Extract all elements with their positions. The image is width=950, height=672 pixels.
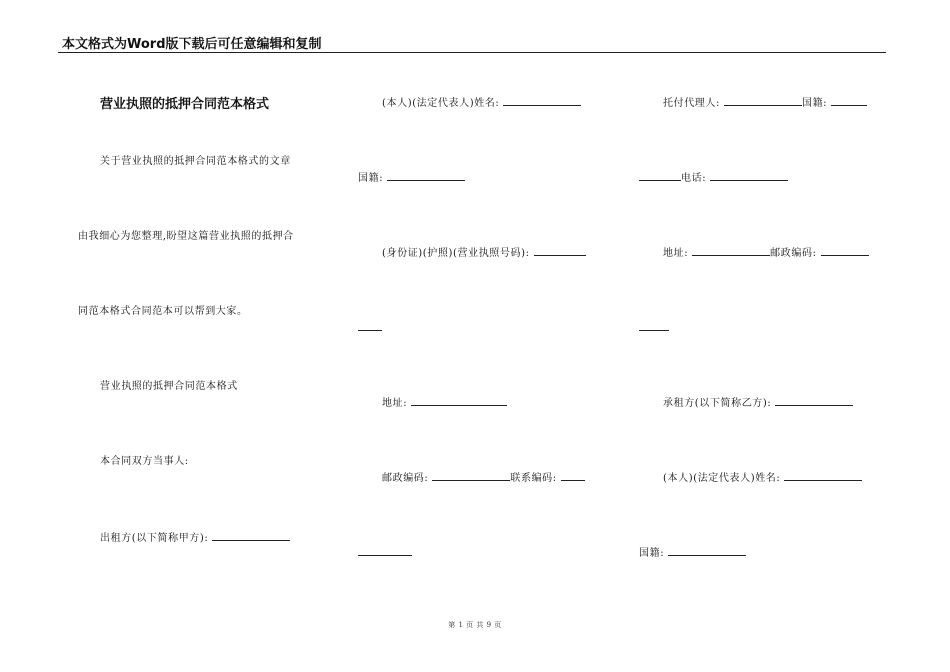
col3-lessee-name-line — [663, 470, 862, 486]
col2-postal-line — [382, 470, 585, 486]
col3-lessee-name-blank — [784, 470, 862, 481]
col3-agent-label: 托付代理人: — [663, 98, 720, 109]
col2-id-blank-continued — [358, 320, 382, 331]
col3-agent-blank — [724, 95, 802, 106]
col2-name-label: (本人)(法定代表人)姓名: — [382, 98, 500, 109]
col3-agent-nationality-blank — [831, 95, 867, 106]
col3-agent-nationality-label: 国籍: — [801, 98, 828, 109]
col3-phone-blank — [710, 170, 788, 181]
col3-postal-continuation — [639, 320, 669, 336]
col3-lessee-nationality-line — [639, 545, 746, 561]
header-divider — [58, 52, 886, 53]
col2-name-blank — [503, 95, 581, 106]
lessor-label: 出租方(以下简称甲方): — [100, 533, 209, 544]
col2-id-line — [382, 245, 586, 261]
col2-id-blank — [534, 245, 586, 256]
col2-address-label: 地址: — [382, 398, 408, 409]
col1-paragraph-2: 由我细心为您整理,盼望这篇营业执照的抵押合 — [78, 231, 294, 242]
col3-lessee-line — [663, 395, 853, 411]
col2-address-line — [382, 395, 507, 411]
col2-id-label: (身份证)(护照)(营业执照号码): — [382, 248, 530, 259]
col2-name-line — [382, 95, 581, 111]
col3-postal-blank-continued — [639, 320, 669, 331]
col2-address-blank — [411, 395, 507, 406]
col3-phone-label: 电话: — [681, 173, 707, 184]
col2-nationality-label: 国籍: — [358, 173, 384, 184]
col2-postal-label: 邮政编码: — [382, 473, 429, 484]
col2-contact-continuation — [358, 545, 412, 561]
col2-nationality-blank — [387, 170, 465, 181]
col2-contact-blank — [561, 470, 585, 481]
document-header-title: 本文格式为Word版下载后可任意编辑和复制 — [62, 37, 322, 52]
col3-postal-blank — [821, 245, 869, 256]
col3-address-line — [663, 245, 869, 261]
col3-phone-line — [639, 170, 788, 186]
col3-lessee-label: 承租方(以下简称乙方): — [663, 398, 772, 409]
col3-lessee-name-label: (本人)(法定代表人)姓名: — [663, 473, 781, 484]
col1-parties-heading: 本合同双方当事人: — [100, 456, 189, 467]
col1-paragraph-1: 关于营业执照的抵押合同范本格式的文章 — [100, 156, 291, 167]
document-title: 营业执照的抵押合同范本格式 — [100, 97, 270, 112]
col3-postal-label: 邮政编码: — [770, 248, 817, 259]
col3-address-label: 地址: — [663, 248, 689, 259]
col3-lessee-nationality-blank — [668, 545, 746, 556]
col2-postal-blank — [432, 470, 510, 481]
lessor-blank — [212, 530, 290, 541]
col2-contact-blank-continued — [358, 545, 412, 556]
col3-lessee-nationality-label: 国籍: — [639, 548, 665, 559]
col2-id-continuation — [358, 320, 382, 336]
col2-nationality-line — [358, 170, 465, 186]
col1-subtitle: 营业执照的抵押合同范本格式 — [100, 381, 238, 392]
col1-lessor-line — [100, 530, 290, 546]
col3-address-blank — [692, 245, 770, 256]
page-number: 第 1 页 共 9 页 — [448, 621, 502, 629]
col3-lessee-blank — [775, 395, 853, 406]
col1-paragraph-3: 同范本格式合同范本可以帮到大家。 — [78, 306, 248, 317]
col2-contact-label: 联系编码: — [510, 473, 557, 484]
col3-nationality-blank-continued — [639, 170, 681, 181]
col3-agent-line — [663, 95, 867, 111]
